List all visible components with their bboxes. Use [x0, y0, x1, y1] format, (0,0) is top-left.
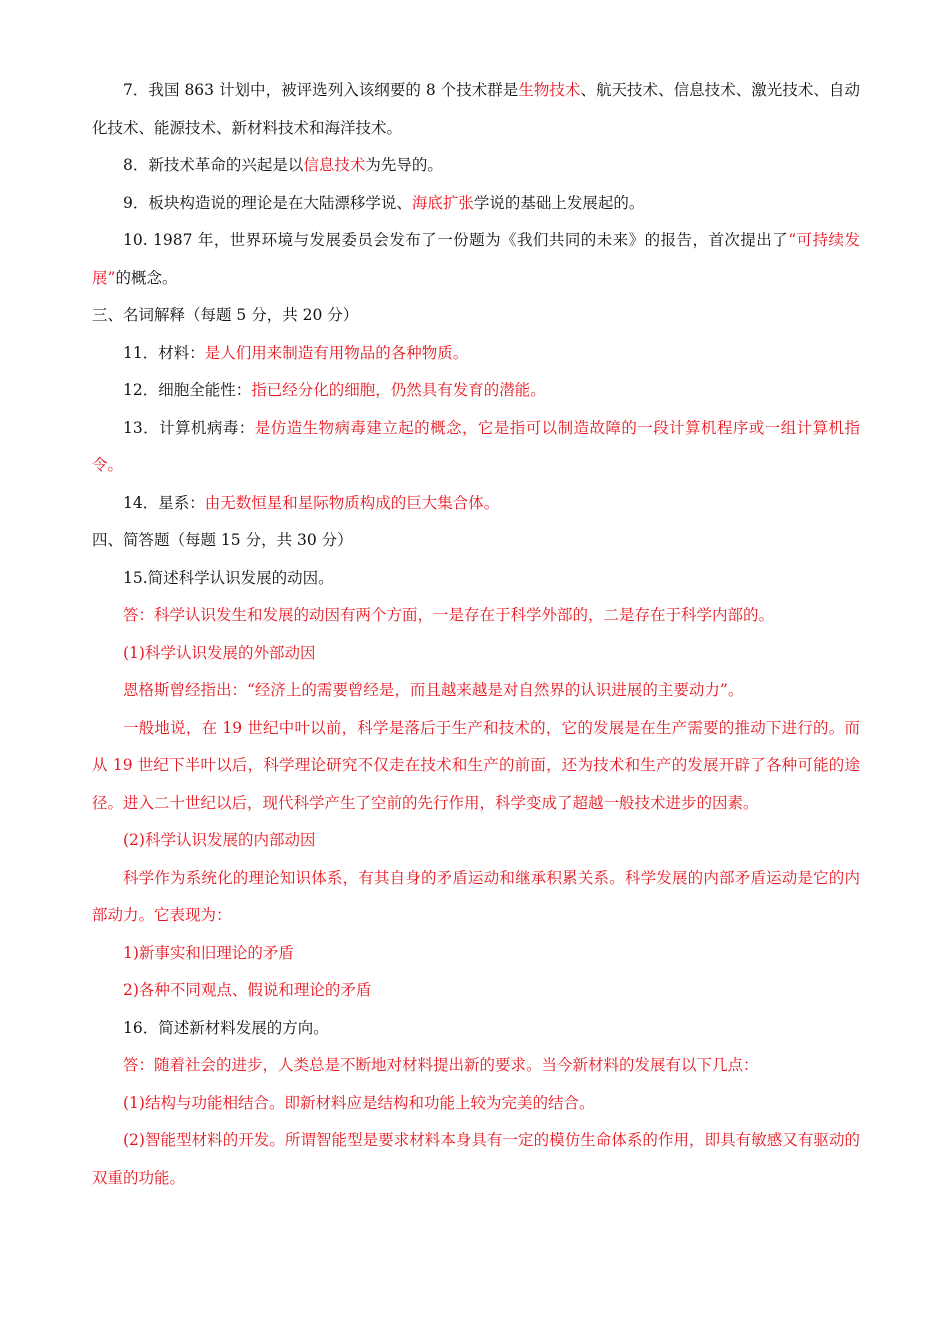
q15-internal-title: (2)科学认识发展的内部动因 [123, 831, 316, 849]
q16-answer-intro: 答：随着社会的进步，人类总是不断地对材料提出新的要求。当今新材料的发展有以下几点： [123, 1056, 759, 1074]
q9-prefix: 9．板块构造说的理论是在大陆漂移学说、 [123, 193, 412, 212]
q9-suffix: 学说的基础上发展起的。 [473, 193, 645, 212]
document-page [92, 72, 860, 1197]
q9-answer: 海底扩张 [411, 193, 474, 212]
q15-external-body: 一般地说，在 19 世纪中叶以前，科学是落后于生产和技术的，它的发展是在生产需要的推动下进行的。而从 19 世纪下半叶以后，科学理论研究不仅走在技术和生产的前面，还为技术和生产的发展开辟了各种可能的途径。进入二十世纪以后，现代科学产生了空前的先行作用，科学变成了超越一般技术进步的因素。 [92, 718, 860, 812]
term-12-definition: 指已经分化的细胞，仍然具有发育的潜能。 [251, 381, 546, 399]
question-9 [92, 185, 860, 223]
term-12-label: 12．细胞全能性： [123, 381, 252, 399]
q15-external-title: (1)科学认识发展的外部动因 [123, 643, 316, 662]
term-14-definition: 由无数恒星和星际物质构成的巨大集合体。 [204, 493, 500, 512]
q8-answer: 信息技术 [303, 156, 366, 174]
q15-internal-point-2: 2)各种不同观点、假说和理论的矛盾 [123, 981, 372, 999]
question-7 [92, 72, 860, 147]
term-11-label: 11．材料： [123, 343, 205, 362]
term-13 [92, 410, 860, 485]
q7-suffix: 、航天技术、信息技术、激光技术、自动化技术、能源技术、新材料技术和海洋技术。 [92, 81, 860, 137]
term-13-definition: 是仿造生物病毒建立起的概念，它是指可以制造故障的一段计算机程序或一组计算机指令。 [92, 418, 860, 474]
q15-engels-quote: 恩格斯曾经指出：“经济上的需要曾经是，而且越来越是对自然界的认识进展的主要动力”。 [123, 681, 744, 699]
q15-internal-body: 科学作为系统化的理论知识体系，有其自身的矛盾运动和继承积累关系。科学发展的内部矛盾运动是它的内部动力。它表现为： [92, 868, 860, 924]
question-15: 15.简述科学认识发展的动因。 [123, 568, 334, 587]
q10-answer: “可持续发展” [92, 231, 860, 287]
q8-prefix: 8．新技术革命的兴起是以 [123, 156, 304, 174]
q16-point-2: (2)智能型材料的开发。所谓智能型是要求材料本身具有一定的模仿生命体系的作用，即具有敏感又有驱动的双重的功能。 [92, 1131, 860, 1187]
term-11 [92, 335, 860, 373]
section-3-heading: 三、名词解释（每题 5 分，共 20 分） [92, 306, 359, 324]
q15-answer-intro: 答：科学认识发生和发展的动因有两个方面，一是存在于科学外部的，二是存在于科学内部的。 [123, 606, 775, 624]
q10-prefix: 10. 1987 年，世界环境与发展委员会发布了一份题为《我们共同的未来》的报告，首次提出了 [123, 231, 789, 249]
term-11-definition: 是人们用来制造有用物品的各种物质。 [204, 343, 469, 362]
q8-suffix: 为先导的。 [365, 156, 443, 174]
q10-suffix: 的概念。 [115, 268, 178, 287]
q7-answer: 生物技术 [518, 81, 581, 99]
q7-prefix: 7．我国 863 计划中，被评选列入该纲要的 8 个技术群是 [123, 81, 519, 99]
question-16: 16．简述新材料发展的方向。 [123, 1018, 329, 1037]
question-10 [92, 222, 860, 297]
term-12 [92, 372, 860, 410]
term-14-label: 14．星系： [123, 493, 205, 512]
question-8 [92, 147, 860, 185]
term-14 [92, 485, 860, 523]
section-4-heading: 四、简答题（每题 15 分，共 30 分） [92, 531, 353, 549]
q16-point-1: (1)结构与功能相结合。即新材料应是结构和功能上较为完美的结合。 [123, 1093, 595, 1112]
term-13-label: 13．计算机病毒： [123, 418, 255, 437]
q15-internal-point-1: 1)新事实和旧理论的矛盾 [123, 943, 294, 962]
